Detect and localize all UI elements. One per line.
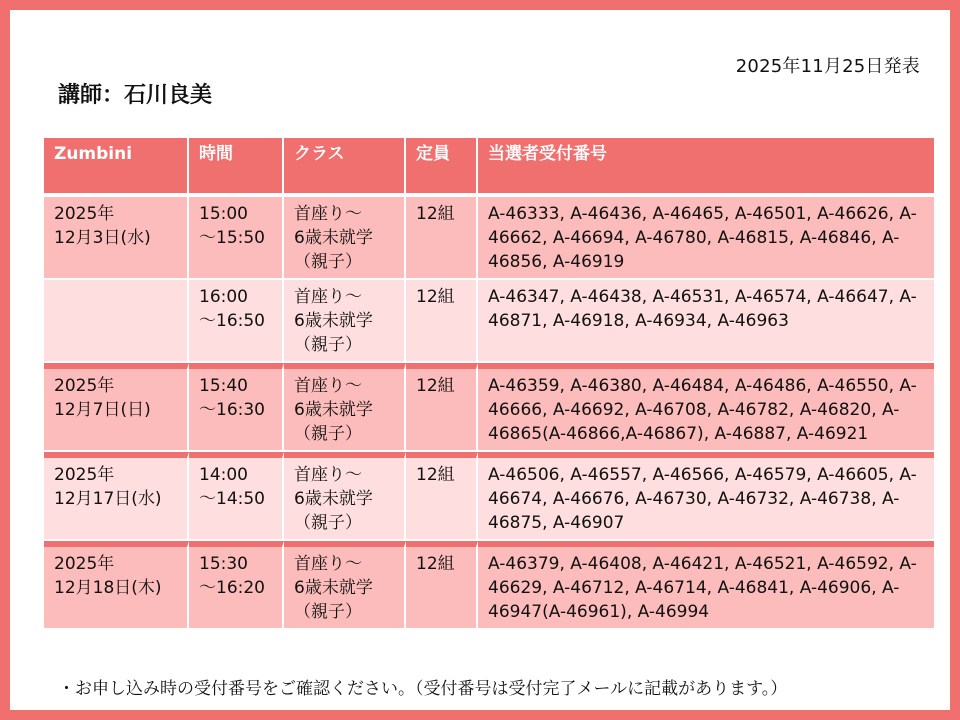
row-date: 2025年 12月7日(日) (44, 363, 189, 452)
header-zumbini: Zumbini (44, 138, 189, 195)
row-time: 16:00 ～16:50 (189, 280, 284, 363)
row-date: 2025年 12月17日(水) (44, 452, 189, 541)
row-winner-numbers: A-46379, A-46408, A-46421, A-46521, A-46592, A-46629, A-46712, A-46714, A-46841, A-46906, A-46947(A-46961), A-46994 (478, 541, 934, 630)
table-row (44, 363, 934, 452)
row-class: 首座り～ 6歳未就学 （親子） (284, 541, 406, 630)
results-table-wrapper (44, 138, 934, 630)
row-class: 首座り～ 6歳未就学 （親子） (284, 363, 406, 452)
row-capacity: 12組 (406, 541, 478, 630)
table-row (44, 452, 934, 541)
row-capacity: 12組 (406, 452, 478, 541)
header-capacity: 定員 (406, 138, 478, 195)
row-date: 2025年 12月18日(木) (44, 541, 189, 630)
row-winner-numbers: A-46359, A-46380, A-46484, A-46486, A-46550, A-46666, A-46692, A-46708, A-46782, A-46820, A-46865(A-46866,A-46867), A-46887, A-46921 (478, 363, 934, 452)
header-winner-numbers: 当選者受付番号 (478, 138, 934, 195)
row-time: 14:00 ～14:50 (189, 452, 284, 541)
row-capacity: 12組 (406, 195, 478, 280)
footer-note: ・お申し込み時の受付番号をご確認ください。（受付番号は受付完了メールに記載があります。） (58, 679, 788, 699)
row-date (44, 280, 189, 363)
header-time: 時間 (189, 138, 284, 195)
row-class: 首座り～ 6歳未就学 （親子） (284, 280, 406, 363)
row-winner-numbers: A-46333, A-46436, A-46465, A-46501, A-46626, A-46662, A-46694, A-46780, A-46815, A-46846, A-46856, A-46919 (478, 195, 934, 280)
row-winner-numbers: A-46506, A-46557, A-46566, A-46579, A-46605, A-46674, A-46676, A-46730, A-46732, A-46738, A-46875, A-46907 (478, 452, 934, 541)
row-capacity: 12組 (406, 280, 478, 363)
table-row (44, 195, 934, 280)
row-class: 首座り～ 6歳未就学 （親子） (284, 195, 406, 280)
header-class: クラス (284, 138, 406, 195)
row-date: 2025年 12月3日(水) (44, 195, 189, 280)
table-header-row (44, 138, 934, 195)
row-time: 15:00 ～15:50 (189, 195, 284, 280)
row-class: 首座り～ 6歳未就学 （親子） (284, 452, 406, 541)
row-winner-numbers: A-46347, A-46438, A-46531, A-46574, A-46647, A-46871, A-46918, A-46934, A-46963 (478, 280, 934, 363)
instructor-name: 講師：石川良美 (58, 83, 213, 108)
row-capacity: 12組 (406, 363, 478, 452)
announcement-date: 2025年11月25日発表 (735, 56, 920, 77)
row-time: 15:30 ～16:20 (189, 541, 284, 630)
row-time: 15:40 ～16:30 (189, 363, 284, 452)
results-table (44, 138, 934, 630)
table-row (44, 541, 934, 630)
table-row (44, 280, 934, 363)
